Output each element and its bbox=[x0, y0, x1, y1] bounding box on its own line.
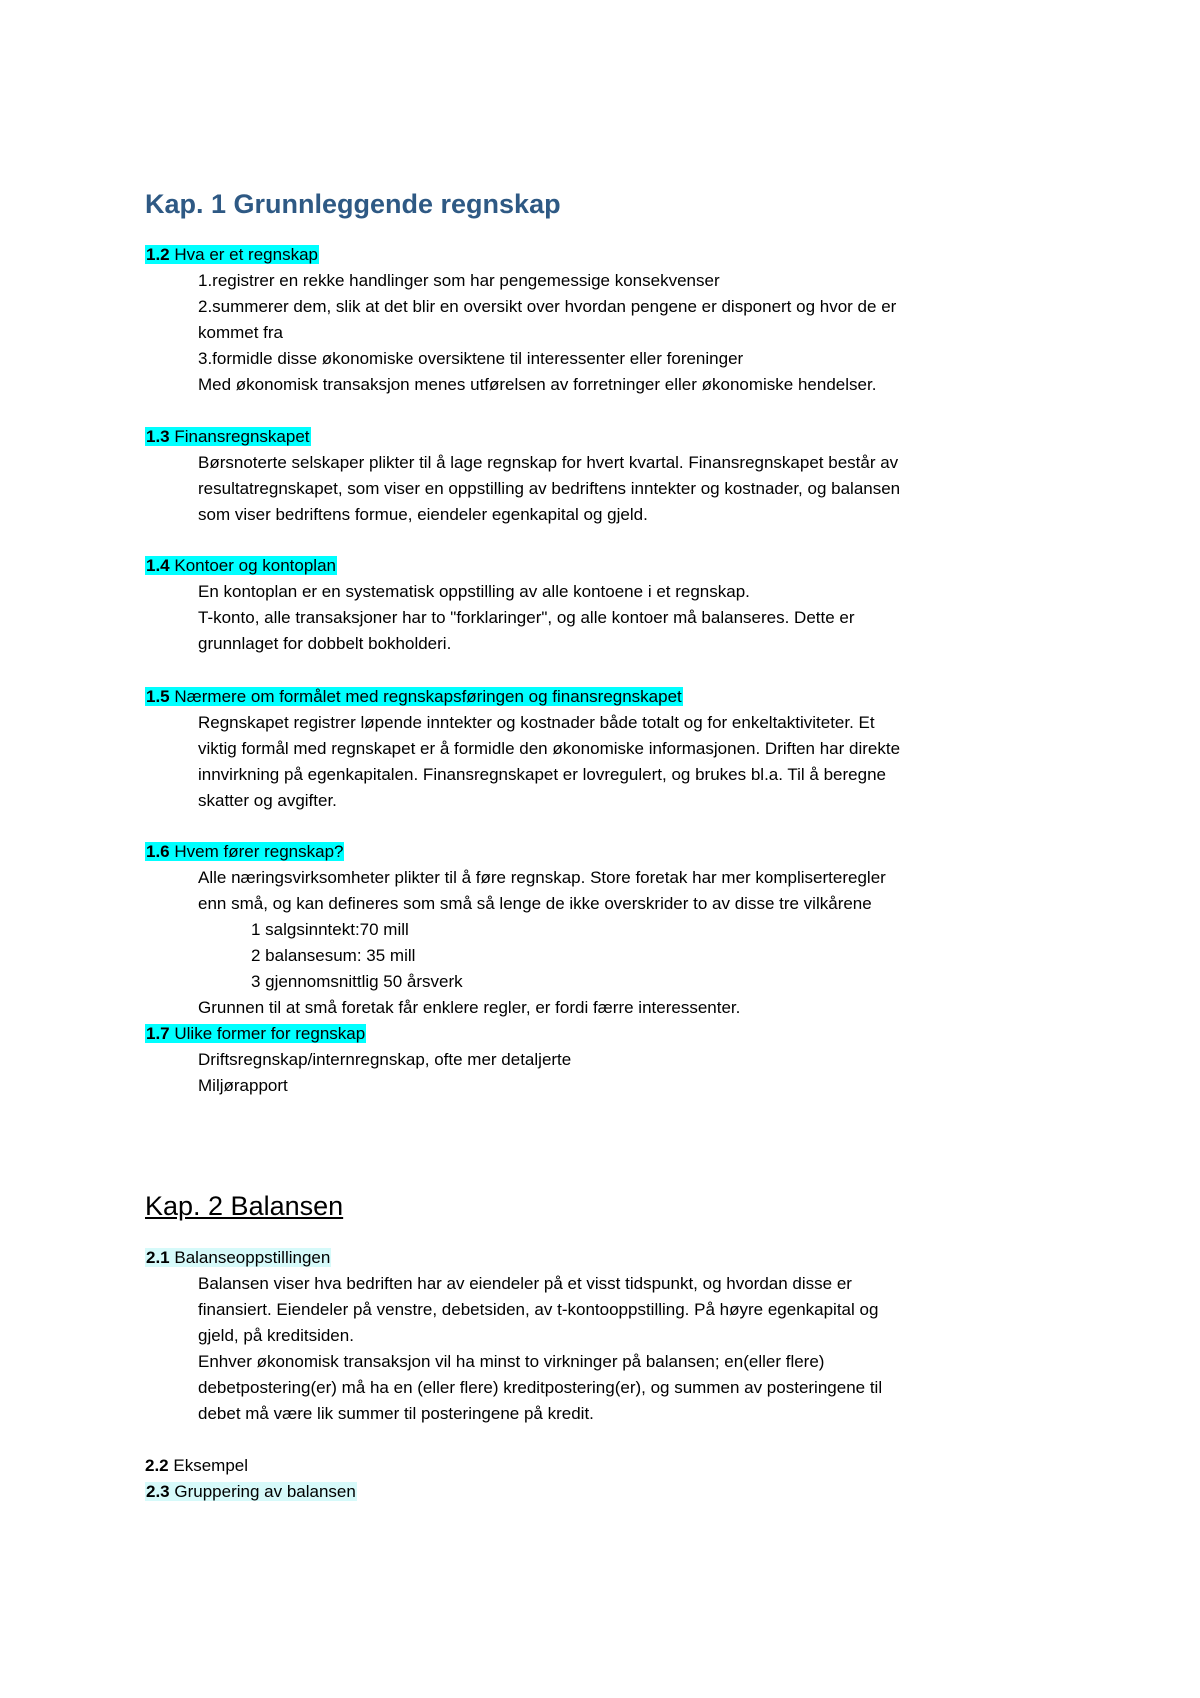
section-title: Finansregnskapet bbox=[169, 427, 310, 446]
body-line: kommet fra bbox=[198, 323, 284, 342]
chapter-1-title: Kap. 1 Grunnleggende regnskap bbox=[145, 189, 561, 219]
body-line: Enhver økonomisk transaksjon vil ha minst to virkninger på balansen; en(eller flere) bbox=[198, 1352, 825, 1371]
body-line: innvirkning på egenkapitalen. Finansregnskapet er lovregulert, og brukes bl.a. Til å beregne bbox=[198, 765, 886, 784]
section-number: 1.2 bbox=[146, 245, 170, 264]
body-line: Børsnoterte selskaper plikter til å lage regnskap for hvert kvartal. Finansregnskapet består av bbox=[198, 453, 899, 472]
body-line: gjeld, på kreditsiden. bbox=[198, 1326, 354, 1345]
section-number: 1.3 bbox=[146, 427, 170, 446]
body-line: Driftsregnskap/internregnskap, ofte mer detaljerte bbox=[198, 1050, 572, 1069]
chapter-2-title: Kap. 2 Balansen bbox=[145, 1191, 344, 1221]
section-1-6-heading bbox=[145, 839, 344, 865]
body-line: debet må være lik summer til posteringene på kredit. bbox=[198, 1404, 594, 1423]
section-2-3-heading bbox=[145, 1479, 357, 1505]
section-title: Hvem fører regnskap? bbox=[169, 842, 344, 861]
body-line: Grunnen til at små foretak får enklere regler, er fordi færre interessenter. bbox=[198, 998, 741, 1017]
body-line: finansiert. Eiendeler på venstre, debetsiden, av t-kontooppstilling. På høyre egenkapital og bbox=[198, 1300, 879, 1319]
section-1-5-heading bbox=[145, 684, 683, 710]
section-title: Balanseoppstillingen bbox=[169, 1248, 331, 1267]
section-heading-highlight bbox=[145, 1482, 357, 1501]
section-1-2-heading bbox=[145, 242, 319, 268]
body-line: 2.summerer dem, slik at det blir en oversikt over hvordan pengene er disponert og hvor de er bbox=[198, 297, 897, 316]
body-line: enn små, og kan defineres som små så lenge de ikke overskrider to av disse tre vilkårene bbox=[198, 894, 872, 913]
body-line: skatter og avgifter. bbox=[198, 791, 337, 810]
section-2-2-heading bbox=[145, 1453, 248, 1479]
section-heading-highlight bbox=[145, 687, 683, 706]
section-title: Eksempel bbox=[168, 1456, 249, 1475]
section-heading-highlight bbox=[145, 427, 311, 446]
section-number: 2.2 bbox=[145, 1456, 169, 1475]
criteria-item: 1 salgsinntekt:70 mill bbox=[251, 920, 409, 939]
section-title: Gruppering av balansen bbox=[169, 1482, 356, 1501]
body-line: 1.registrer en rekke handlinger som har pengemessige konsekvenser bbox=[198, 271, 720, 290]
body-line: 3.formidle disse økonomiske oversiktene til interessenter eller foreninger bbox=[198, 349, 744, 368]
body-line: Regnskapet registrer løpende inntekter og kostnader både totalt og for enkeltaktiviteter. Et bbox=[198, 713, 875, 732]
body-line: Alle næringsvirksomheter plikter til å føre regnskap. Store foretak har mer kompliserteregler bbox=[198, 868, 886, 887]
body-line: grunnlaget for dobbelt bokholderi. bbox=[198, 634, 452, 653]
body-line: debetpostering(er) må ha en (eller flere) kreditpostering(er), og summen av posteringene til bbox=[198, 1378, 883, 1397]
body-line: resultatregnskapet, som viser en oppstilling av bedriftens inntekter og kostnader, og balansen bbox=[198, 479, 901, 498]
section-number: 2.1 bbox=[146, 1248, 170, 1267]
section-heading-highlight bbox=[145, 556, 337, 575]
body-line: som viser bedriftens formue, eiendeler egenkapital og gjeld. bbox=[198, 505, 648, 524]
body-line: Miljørapport bbox=[198, 1076, 288, 1095]
section-number: 1.4 bbox=[146, 556, 170, 575]
section-heading-highlight bbox=[145, 1024, 366, 1043]
body-line: Med økonomisk transaksjon menes utførelsen av forretninger eller økonomiske hendelser. bbox=[198, 375, 877, 394]
section-number: 1.5 bbox=[146, 687, 170, 706]
section-1-7-heading bbox=[145, 1021, 366, 1047]
body-line: viktig formål med regnskapet er å formidle den økonomiske informasjonen. Driften har direkte bbox=[198, 739, 901, 758]
section-heading-highlight bbox=[145, 842, 344, 861]
section-1-4-heading bbox=[145, 553, 337, 579]
section-number: 1.6 bbox=[146, 842, 170, 861]
criteria-item: 3 gjennomsnittlig 50 årsverk bbox=[251, 972, 463, 991]
section-number: 2.3 bbox=[146, 1482, 170, 1501]
section-title: Nærmere om formålet med regnskapsføringen og finansregnskapet bbox=[169, 687, 682, 706]
section-1-3-heading bbox=[145, 424, 311, 450]
section-heading-highlight bbox=[145, 1248, 331, 1267]
section-title: Kontoer og kontoplan bbox=[169, 556, 336, 575]
body-line: T-konto, alle transaksjoner har to "forklaringer", og alle kontoer må balanseres. Dette er bbox=[198, 608, 855, 627]
criteria-item: 2 balansesum: 35 mill bbox=[251, 946, 416, 965]
body-line: En kontoplan er en systematisk oppstilling av alle kontoene i et regnskap. bbox=[198, 582, 750, 601]
section-title: Hva er et regnskap bbox=[169, 245, 318, 264]
section-2-1-heading bbox=[145, 1245, 331, 1271]
section-heading-highlight bbox=[145, 245, 319, 264]
body-line: Balansen viser hva bedriften har av eiendeler på et visst tidspunkt, og hvordan disse er bbox=[198, 1274, 852, 1293]
section-title: Ulike former for regnskap bbox=[169, 1024, 366, 1043]
section-number: 1.7 bbox=[146, 1024, 170, 1043]
